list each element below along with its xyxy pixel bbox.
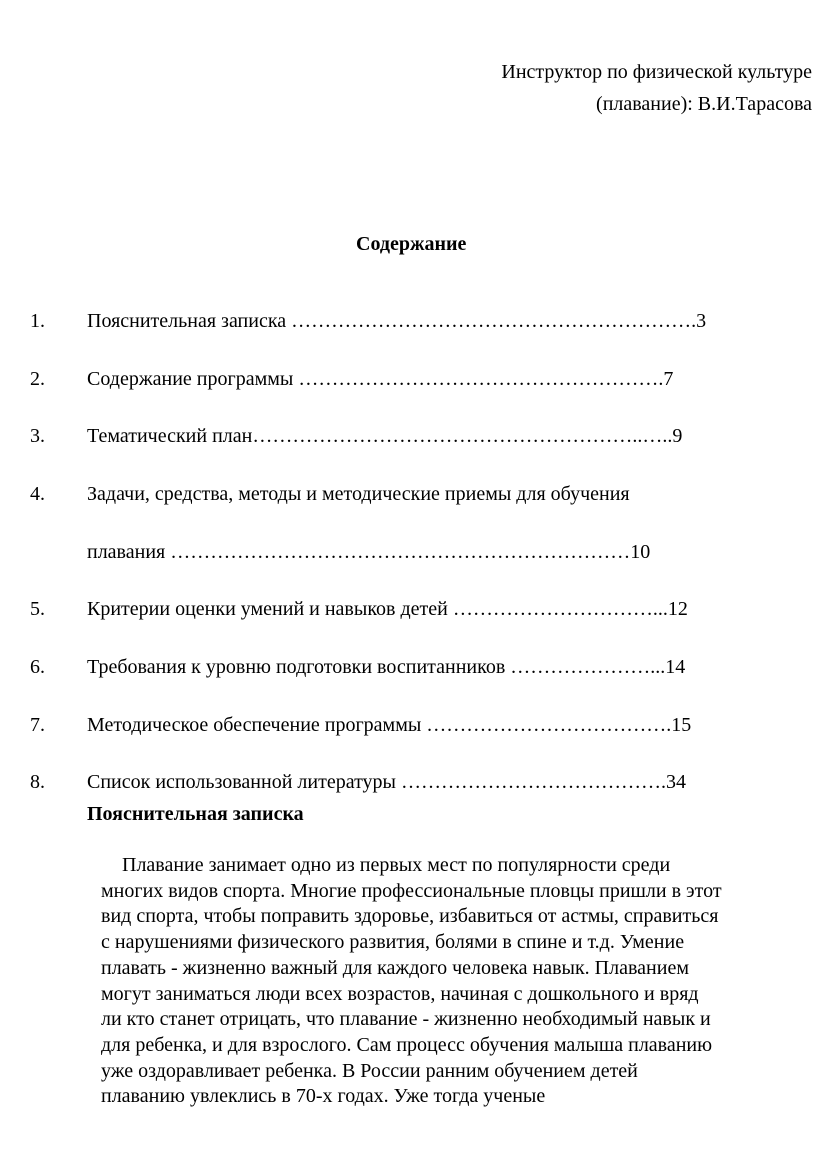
section-title: Пояснительная записка bbox=[87, 803, 304, 825]
toc-title: Содержание bbox=[356, 233, 467, 255]
section-paragraph bbox=[101, 853, 816, 1110]
toc-item-label-continued: плавания ……………………………………………………………10 bbox=[87, 541, 651, 563]
author-title: Инструктор по физической культуре bbox=[501, 61, 812, 83]
toc-item-label: Задачи, средства, методы и методические приемы для обучения bbox=[87, 483, 630, 505]
toc-item-label: Критерии оценки умений и навыков детей …………………………...12 bbox=[87, 598, 688, 620]
toc-item-label: Методическое обеспечение программы ……………………………….15 bbox=[87, 714, 692, 736]
paragraph-line: многих видов спорта. Многие профессиональные пловцы пришли в этот bbox=[101, 879, 722, 902]
toc-item-label: Тематический план…………………………………………………..…..9 bbox=[87, 425, 683, 447]
toc-item-label: Список использованной литературы ………………………………….34 bbox=[87, 771, 686, 793]
paragraph-line: Плавание занимает одно из первых мест по популярности среди bbox=[122, 854, 671, 876]
toc-item-number: 8. bbox=[30, 771, 45, 793]
paragraph-line: уже оздоравливает ребенка. В России ранним обучением детей bbox=[101, 1059, 638, 1082]
toc-item-number: 7. bbox=[30, 714, 45, 736]
toc-item-label: Требования к уровню подготовки воспитанников …………………...14 bbox=[87, 656, 686, 678]
toc-item-number: 3. bbox=[30, 425, 45, 447]
paragraph-line: ли кто станет отрицать, что плавание - жизненно необходимый навык и bbox=[101, 1008, 711, 1031]
toc-item-number: 2. bbox=[30, 368, 45, 390]
toc-item-number: 5. bbox=[30, 598, 45, 620]
toc-item-number: 4. bbox=[30, 483, 45, 505]
paragraph-line: вид спорта, чтобы поправить здоровье, избавиться от астмы, справиться bbox=[101, 905, 719, 928]
paragraph-line: могут заниматься люди всех возрастов, начиная с дошкольного и вряд bbox=[101, 982, 699, 1005]
toc-item-number: 6. bbox=[30, 656, 45, 678]
author-name: (плавание): В.И.Тарасова bbox=[596, 93, 812, 115]
toc-item-label: Пояснительная записка …………………………………………………….3 bbox=[87, 310, 707, 332]
toc-item-label: Содержание программы ……………………………………………….7 bbox=[87, 368, 674, 390]
paragraph-line: с нарушениями физического развития, болями в спине и т.д. Умение bbox=[101, 931, 685, 954]
paragraph-line: для ребенка, и для взрослого. Сам процесс обучения малыша плаванию bbox=[101, 1033, 713, 1056]
paragraph-line: плавать - жизненно важный для каждого человека навык. Плаванием bbox=[101, 956, 689, 979]
toc-item-number: 1. bbox=[30, 310, 45, 332]
paragraph-line: плаванию увлеклись в 70-х годах. Уже тогда ученые bbox=[101, 1085, 546, 1108]
